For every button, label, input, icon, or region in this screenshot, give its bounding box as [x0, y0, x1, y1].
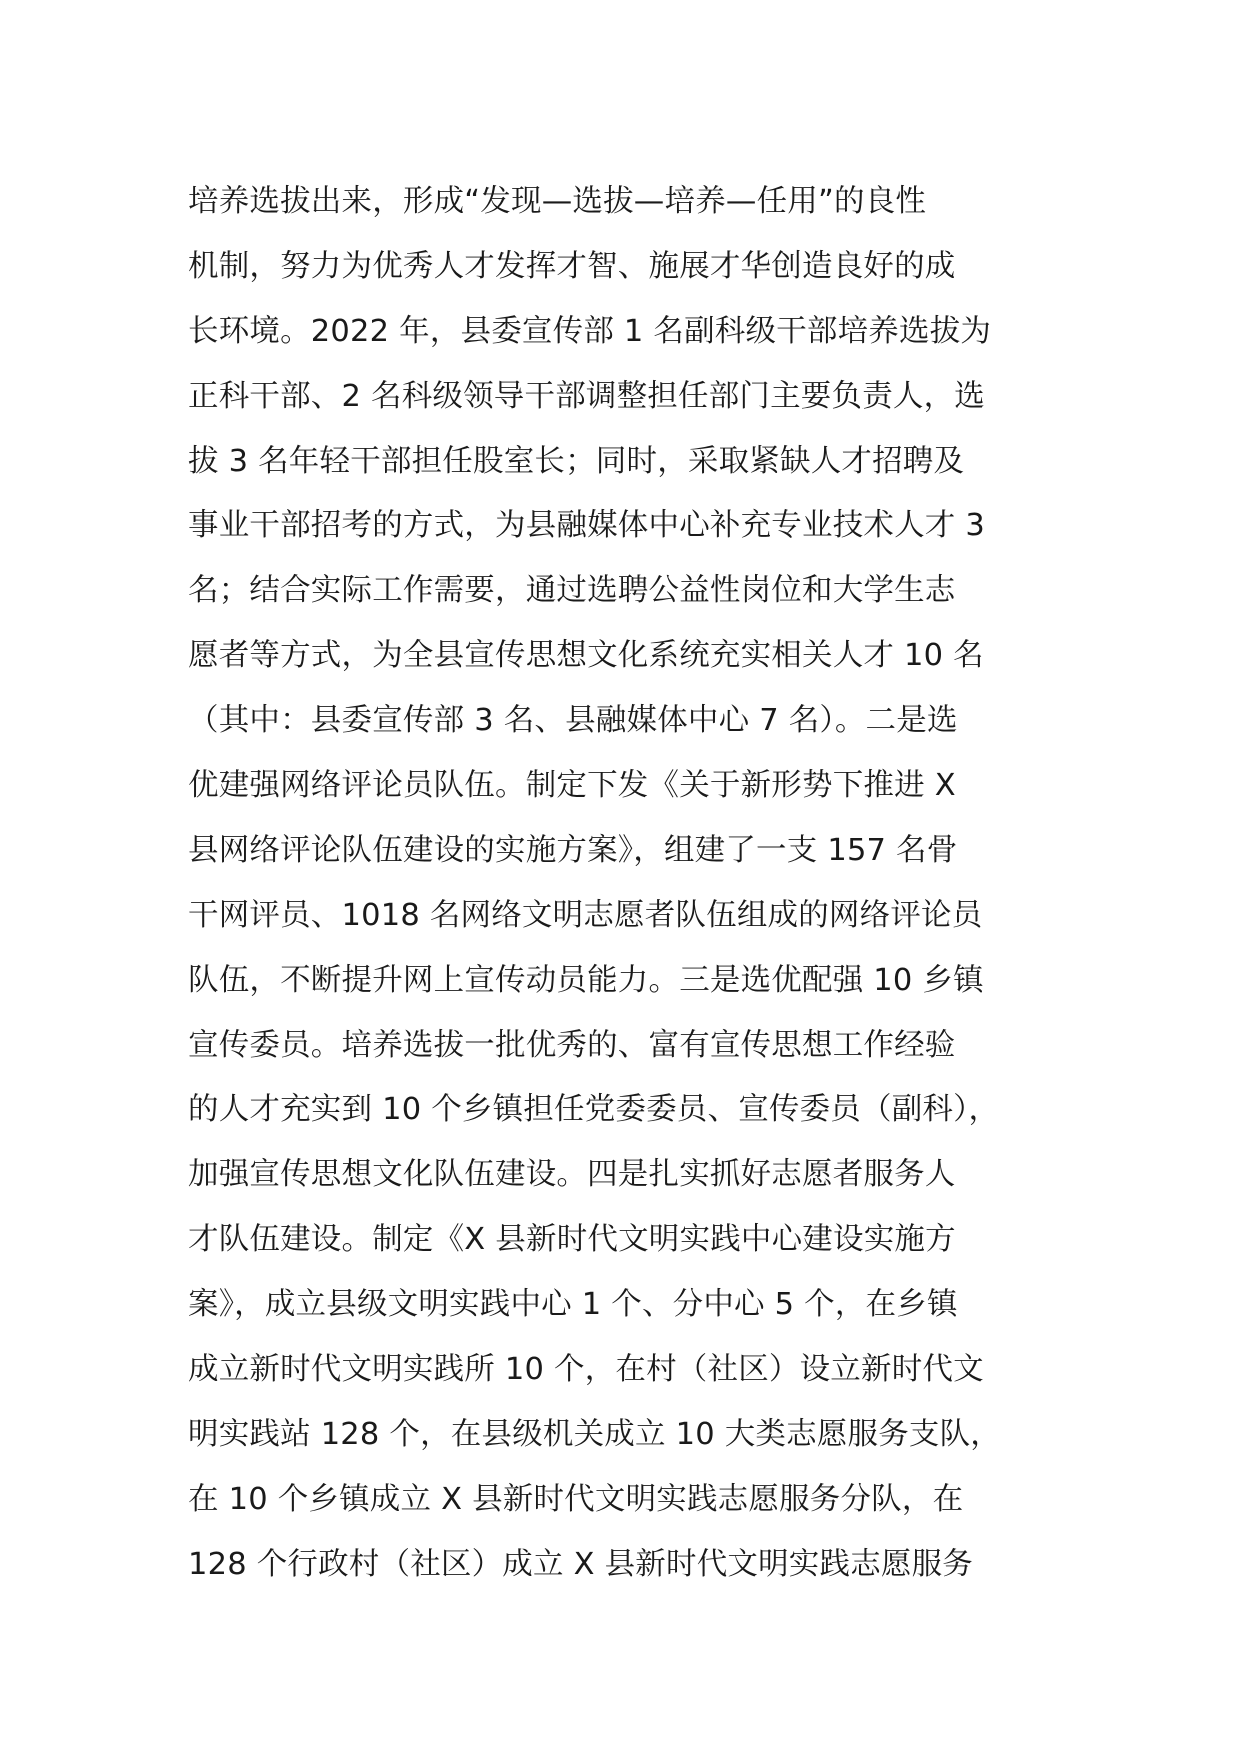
text-line: 长环境。2022 年，县委宣传部 1 名副科级干部培养选拔为: [188, 313, 992, 349]
text-line: 愿者等方式，为全县宣传思想文化系统充实相关人才 10 名: [188, 638, 984, 674]
text-line: 县网络评论队伍建设的实施方案》，组建了一支 157 名骨: [188, 832, 958, 868]
text-line: 128 个行政村（社区）成立 X 县新时代文明实践志愿服务: [188, 1546, 973, 1582]
text-line: 事业干部招考的方式，为县融媒体中心补充专业技术人才 3: [188, 508, 985, 544]
text-line: 案》，成立县级文明实践中心 1 个、分中心 5 个，在乡镇: [188, 1287, 958, 1323]
text-line: 才队伍建设。制定《X 县新时代文明实践中心建设实施方: [188, 1222, 956, 1258]
text-line: 的人才充实到 10 个乡镇担任党委委员、宣传委员（副科），: [188, 1092, 1000, 1128]
body-text: [188, 170, 1088, 1598]
text-line: 正科干部、2 名科级领导干部调整担任部门主要负责人，选: [188, 378, 985, 414]
text-line: 干网评员、1018 名网络文明志愿者队伍组成的网络评论员: [188, 897, 983, 933]
text-line: 明实践站 128 个，在县级机关成立 10 大类志愿服务支队，: [188, 1416, 1002, 1452]
text-line: 加强宣传思想文化队伍建设。四是扎实抓好志愿者服务人: [188, 1157, 956, 1193]
text-line: 宣传委员。培养选拔一批优秀的、富有宣传思想工作经验: [188, 1027, 956, 1063]
text-line: （其中：县委宣传部 3 名、县融媒体中心 7 名）。二是选: [188, 703, 958, 739]
text-line: 机制，努力为优秀人才发挥才智、施展才华创造良好的成: [188, 248, 956, 284]
text-line: 名；结合实际工作需要，通过选聘公益性岗位和大学生志: [188, 573, 956, 609]
text-line: 队伍，不断提升网上宣传动员能力。三是选优配强 10 乡镇: [188, 962, 984, 998]
text-line: 培养选拔出来，形成“发现—选拔—培养—任用”的良性: [188, 184, 927, 219]
text-line: 在 10 个乡镇成立 X 县新时代文明实践志愿服务分队，在: [188, 1481, 964, 1517]
text-line: 拔 3 名年轻干部担任股室长；同时，采取紧缺人才招聘及: [188, 443, 965, 479]
text-line: 成立新时代文明实践所 10 个，在村（社区）设立新时代文: [188, 1352, 984, 1388]
text-line: 优建强网络评论员队伍。制定下发《关于新形势下推进 X: [188, 768, 956, 804]
